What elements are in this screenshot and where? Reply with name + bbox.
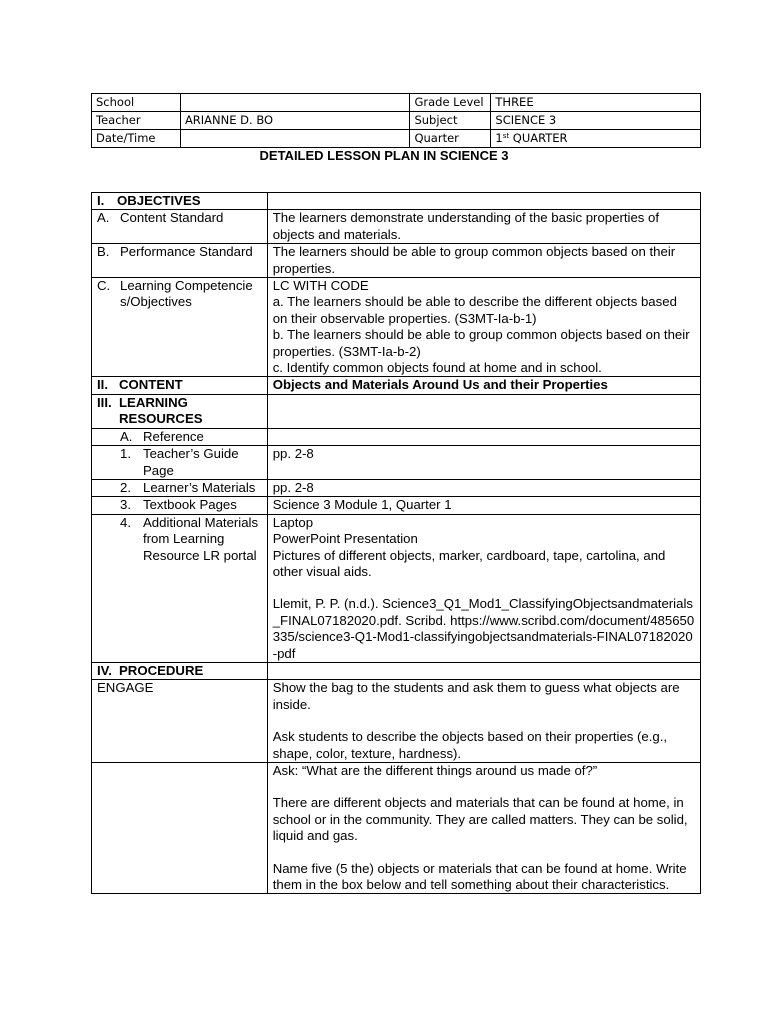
procedure-label: PROCEDURE — [119, 662, 204, 678]
resource-item-row — [92, 497, 701, 514]
content-standard-text: The learners demonstrate understanding of the basic properties of objects and materials. — [267, 210, 700, 244]
explore-spacer — [273, 779, 695, 795]
reference-label-cell — [92, 428, 268, 445]
quarter-ordinal: st — [502, 132, 510, 140]
resource-item-label-cell — [92, 446, 268, 480]
reference-number: A. — [120, 428, 133, 444]
material-line: PowerPoint Presentation — [272, 531, 418, 547]
content-row — [92, 377, 701, 394]
competencies-cell — [267, 278, 700, 377]
procedure-number: IV. — [97, 662, 112, 678]
performance-standard-row — [92, 244, 701, 278]
engage-row — [92, 680, 701, 763]
resource-item-row — [92, 446, 701, 480]
content-standard-label-cell — [92, 210, 268, 244]
resource-item-label: Additional Materials from Learning Resource LR portal — [143, 514, 259, 563]
competency-item: a. The learners should be able to describe the different objects based on their observable properties. (S3MT-Ia-b-1) — [272, 294, 677, 326]
competencies-label: Learning Competencies/Objectives — [120, 278, 253, 310]
resource-item-number: 2. — [120, 479, 131, 495]
header-info-table — [91, 93, 701, 148]
date-time-value — [180, 130, 410, 148]
school-label: School — [92, 94, 181, 112]
resource-item-number: 4. — [120, 514, 131, 530]
subject-label: Subject — [410, 112, 491, 130]
quarter-number: 1 — [495, 131, 503, 145]
resources-cell — [267, 394, 700, 428]
competency-item: c. Identify common objects found at home and in school. — [272, 360, 602, 376]
document-title: DETAILED LESSON PLAN IN SCIENCE 3 — [259, 148, 509, 163]
performance-standard-label: Performance Standard — [120, 244, 253, 260]
procedure-heading — [92, 662, 268, 679]
engage-paragraph: Ask students to describe the objects based on their properties (e.g., shape, color, texture, hardness). — [272, 729, 668, 761]
reference-citation: Llemit, P. P. (n.d.). Science3_Q1_Mod1_ClassifyingObjectsandmaterials_FINAL07182020.pdf. Scribd. https://www.scribd.com/document/485650335/science3-Q1-Mod1-classifyingobjectsandmaterials-FINAL07182020-pdf — [272, 596, 695, 661]
quarter-value — [491, 130, 701, 148]
lesson-plan-table — [91, 192, 701, 894]
content-standard-label: Content Standard — [120, 210, 224, 226]
competencies-number: C. — [97, 278, 111, 294]
explore-cell — [267, 763, 700, 894]
resource-item-label-cell — [92, 497, 268, 514]
resource-item-label-cell — [92, 479, 268, 496]
resources-row — [92, 394, 701, 428]
resources-label: LEARNING RESOURCES — [119, 394, 203, 427]
resource-item-value: Science 3 Module 1, Quarter 1 — [267, 497, 700, 514]
content-label: CONTENT — [119, 377, 183, 393]
explore-row — [92, 763, 701, 894]
resource-item-number: 1. — [120, 446, 131, 462]
objectives-label: OBJECTIVES — [117, 193, 201, 208]
resource-item-label: Learner’s Materials — [143, 479, 256, 495]
objectives-number: I. — [97, 193, 105, 208]
grade-level-label: Grade Level — [410, 94, 491, 112]
content-standard-row — [92, 210, 701, 244]
header-row-school — [92, 94, 701, 112]
objectives-row — [92, 193, 701, 210]
reference-cell — [267, 428, 700, 445]
performance-standard-text: The learners should be able to group common objects based on their properties. — [267, 244, 700, 278]
grade-level-value: THREE — [491, 94, 701, 112]
competencies-label-cell — [92, 278, 268, 377]
objectives-heading — [92, 193, 268, 210]
material-line: Pictures of different objects, marker, cardboard, tape, cartolina, and other visual aids. — [272, 547, 666, 579]
engage-paragraph: Show the bag to the students and ask them to guess what objects are inside. — [272, 680, 680, 712]
engage-cell — [267, 680, 700, 763]
content-text: Objects and Materials Around Us and their Properties — [267, 377, 700, 394]
competencies-row — [92, 278, 701, 377]
date-time-label: Date/Time — [92, 130, 181, 148]
resources-number: III. — [97, 394, 112, 410]
resources-heading — [92, 394, 268, 428]
resource-item-value: pp. 2-8 — [267, 446, 700, 480]
material-spacer — [273, 580, 695, 596]
resource-item-value: pp. 2-8 — [267, 479, 700, 496]
teacher-value: ARIANNE D. BO — [180, 112, 410, 130]
reference-row — [92, 428, 701, 445]
school-value — [180, 94, 410, 112]
content-number: II. — [97, 377, 108, 393]
explore-paragraph: There are different objects and materials that can be found at home, in school or in the community. They are called matters. They can be solid, liquid and gas. — [272, 795, 688, 844]
resource-item-label: Teacher’s Guide Page — [143, 446, 239, 478]
procedure-cell — [267, 662, 700, 679]
teacher-label: Teacher — [92, 112, 181, 130]
resource-item-row — [92, 514, 701, 662]
competency-item: b. The learners should be able to group common objects based on their properties. (S3MT-Ia-b-2) — [272, 327, 690, 359]
content-standard-number: A. — [97, 210, 110, 226]
content-heading — [92, 377, 268, 394]
subject-value: SCIENCE 3 — [491, 112, 701, 130]
engage-spacer — [273, 713, 695, 729]
performance-standard-number: B. — [97, 244, 110, 260]
explore-paragraph: Name five (5 the) objects or materials that can be found at home. Write them in the box below and tell something about their characteristics. — [272, 860, 687, 893]
procedure-row — [92, 662, 701, 679]
explore-paragraph: Ask: “What are the different things around us made of?” — [272, 763, 598, 778]
quarter-label: Quarter — [410, 130, 491, 148]
resource-item-row — [92, 479, 701, 496]
header-row-date — [92, 130, 701, 148]
resource-item-number: 3. — [120, 497, 131, 513]
resource-item-label-cell — [92, 514, 268, 662]
material-line: Laptop — [272, 514, 314, 530]
explore-spacer — [273, 845, 695, 861]
quarter-text: QUARTER — [509, 131, 568, 145]
performance-standard-label-cell — [92, 244, 268, 278]
lc-heading: LC WITH CODE — [272, 278, 369, 294]
header-row-teacher — [92, 112, 701, 130]
resource-item-label: Textbook Pages — [143, 497, 237, 513]
objectives-cell — [267, 193, 700, 210]
explore-label — [92, 763, 268, 894]
reference-label: Reference — [143, 428, 204, 444]
additional-materials-cell — [267, 514, 700, 662]
engage-label: ENGAGE — [92, 680, 268, 763]
